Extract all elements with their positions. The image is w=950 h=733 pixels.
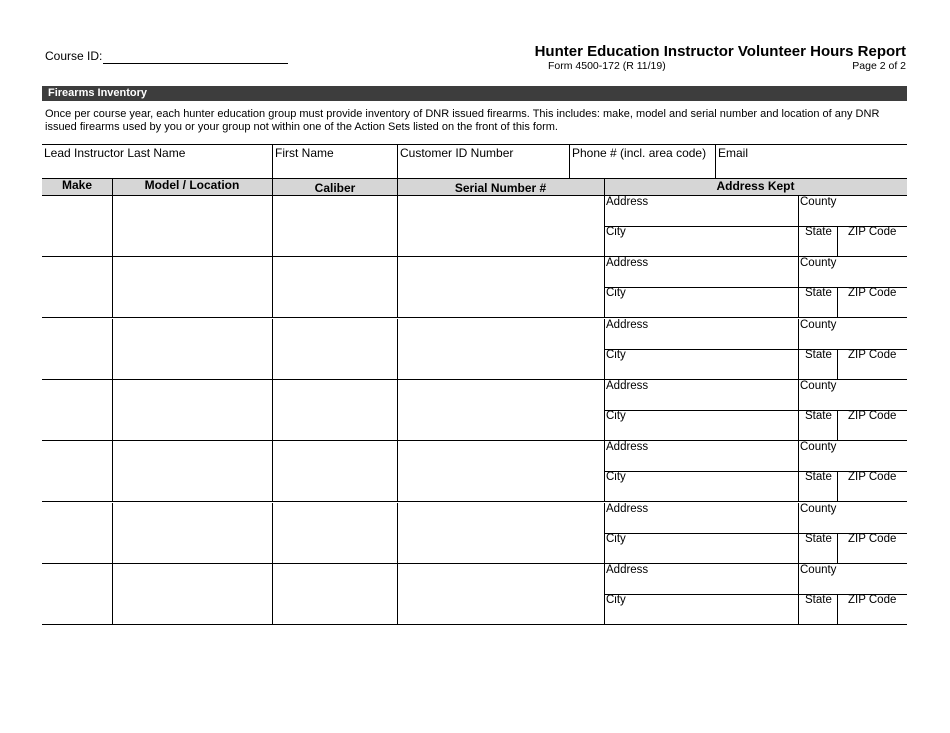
- divider: [112, 441, 113, 502]
- address-label: Address: [606, 318, 649, 331]
- divider: [112, 503, 113, 564]
- phone-field[interactable]: [570, 144, 716, 178]
- zip-label: ZIP Code: [848, 348, 897, 361]
- divider: [397, 564, 398, 625]
- section-title: Firearms Inventory: [42, 86, 907, 101]
- state-label: State: [805, 287, 832, 300]
- divider: [112, 380, 113, 441]
- first-name-label: First Name: [275, 146, 334, 160]
- divider: [112, 257, 113, 318]
- last-name-field[interactable]: [42, 144, 272, 178]
- divider: [837, 349, 838, 380]
- divider: [397, 257, 398, 318]
- table-row: [42, 564, 907, 625]
- zip-label: ZIP Code: [848, 226, 897, 238]
- city-label: City: [606, 287, 626, 300]
- table-row: [42, 319, 907, 380]
- city-label: City: [606, 471, 626, 484]
- address-label: Address: [606, 257, 649, 270]
- divider: [837, 594, 838, 625]
- zip-label: ZIP Code: [848, 471, 897, 484]
- state-label: State: [805, 532, 832, 545]
- table-row: [42, 257, 907, 318]
- address-label: Address: [606, 379, 649, 392]
- divider: [272, 380, 273, 441]
- divider: [837, 533, 838, 564]
- divider: [397, 503, 398, 564]
- state-label: State: [805, 471, 832, 484]
- county-label: County: [800, 441, 837, 454]
- email-field[interactable]: [716, 144, 907, 178]
- zip-label: ZIP Code: [848, 287, 897, 300]
- col-address-kept: Address Kept: [716, 179, 795, 193]
- city-label: City: [606, 409, 626, 422]
- col-serial: Serial Number #: [454, 181, 547, 195]
- col-make: Make: [61, 178, 93, 192]
- table-row: [42, 196, 907, 257]
- city-label: City: [606, 226, 626, 238]
- table-row: [42, 441, 907, 502]
- divider: [272, 257, 273, 318]
- county-label: County: [800, 196, 837, 208]
- instructions-text: Once per course year, each hunter education group must provide inventory of DNR issued firearms. This includes: make, model and serial number and location of any DNR issued firearms used by you or your group not within one of the Action Sets listed on the front of this form.: [45, 108, 880, 133]
- divider: [837, 410, 838, 441]
- divider: [272, 441, 273, 502]
- state-label: State: [805, 593, 832, 606]
- customer-id-field[interactable]: [398, 144, 570, 178]
- form-number: Form 4500-172 (R 11/19): [548, 60, 666, 72]
- divider: [112, 564, 113, 625]
- divider: [837, 226, 838, 257]
- phone-label: Phone # (incl. area code): [572, 146, 707, 160]
- divider: [272, 196, 273, 257]
- email-label: Email: [718, 146, 749, 160]
- county-label: County: [800, 502, 837, 515]
- address-label: Address: [606, 563, 649, 576]
- address-label: Address: [606, 441, 649, 454]
- divider: [837, 471, 838, 502]
- county-label: County: [800, 257, 837, 270]
- first-name-field[interactable]: [273, 144, 397, 178]
- address-label: Address: [606, 502, 649, 515]
- instructor-info-row: [42, 144, 907, 178]
- state-label: State: [805, 409, 832, 422]
- divider: [837, 287, 838, 318]
- city-label: City: [606, 593, 626, 606]
- zip-label: ZIP Code: [848, 532, 897, 545]
- city-label: City: [606, 348, 626, 361]
- city-label: City: [606, 532, 626, 545]
- col-model-location: Model / Location: [144, 178, 240, 192]
- divider: [397, 380, 398, 441]
- zip-label: ZIP Code: [848, 409, 897, 422]
- course-id-label: Course ID:: [45, 49, 103, 63]
- state-label: State: [805, 348, 832, 361]
- state-label: State: [805, 226, 832, 238]
- divider: [397, 319, 398, 380]
- county-label: County: [800, 379, 837, 392]
- divider: [112, 196, 113, 257]
- last-name-label: Lead Instructor Last Name: [44, 146, 186, 160]
- divider: [272, 564, 273, 625]
- divider: [272, 503, 273, 564]
- customer-id-label: Customer ID Number: [400, 146, 514, 160]
- county-label: County: [800, 318, 837, 331]
- row-border: [42, 624, 907, 625]
- divider: [272, 319, 273, 380]
- course-id-field[interactable]: [103, 63, 288, 64]
- divider: [397, 196, 398, 257]
- county-label: County: [800, 563, 837, 576]
- table-row: [42, 503, 907, 564]
- divider: [112, 319, 113, 380]
- col-caliber: Caliber: [314, 181, 356, 195]
- table-row: [42, 380, 907, 441]
- page-title: Hunter Education Instructor Volunteer Hours Report: [534, 43, 906, 60]
- zip-label: ZIP Code: [848, 593, 897, 606]
- divider: [397, 441, 398, 502]
- page-number: Page 2 of 2: [852, 60, 906, 72]
- table-header: [42, 178, 907, 196]
- address-label: Address: [606, 196, 649, 208]
